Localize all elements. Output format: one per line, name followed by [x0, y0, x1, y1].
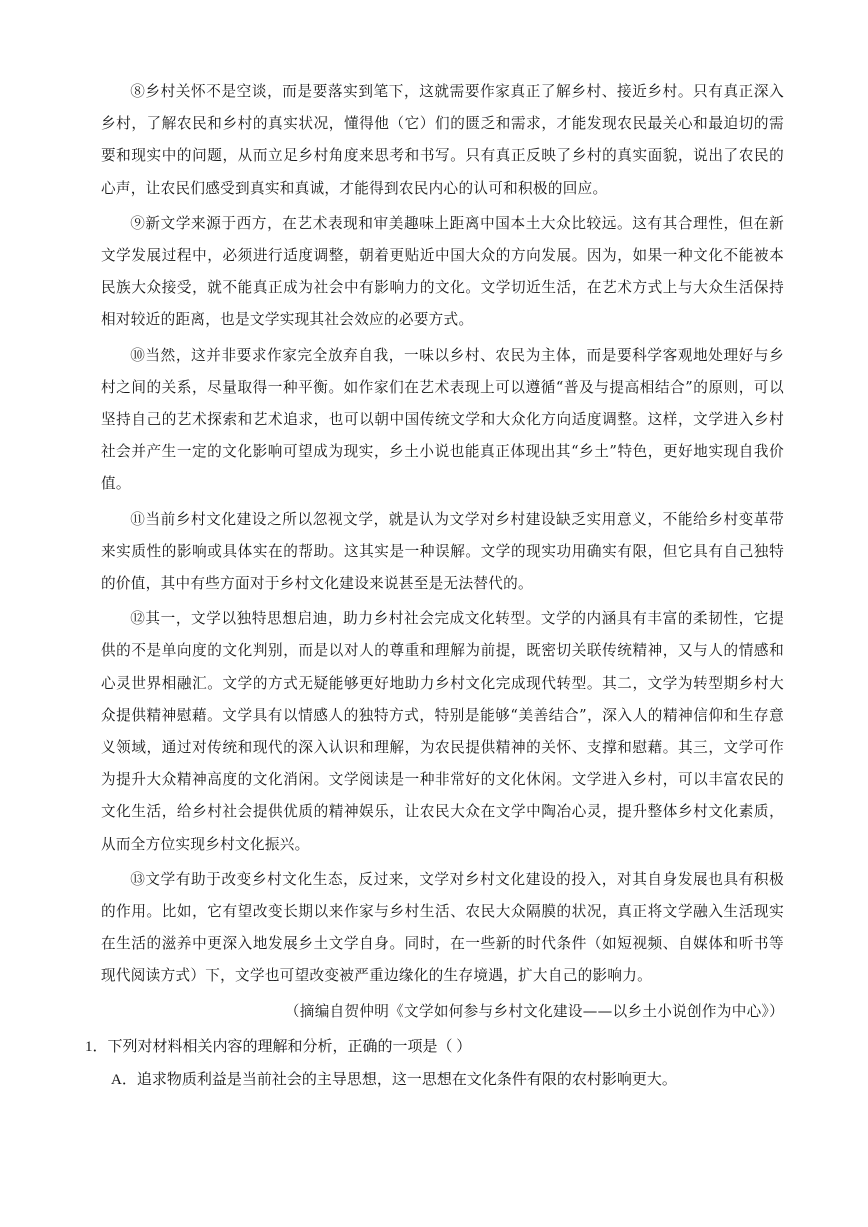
paragraph-12: ⑫其一，文学以独特思想启迪，助力乡村社会完成文化转型。文学的内涵具有丰富的柔韧性，它提供的不是单向度的文化判别，而是以对人的尊重和理解为前提，既密切关联传统精神，又与人的情感和心灵世界相融汇。文学的方式无疑能够更好地助力乡村文化完成现代转型。其二，文学为转型期乡村大众提供精神慰藉。文学具有以情感人的独特方式，特别是能够“美善结合”，深入人的精神信仰和生存意义领域，通过对传统和现代的深入认识和理解，为农民提供精神的关怀、支撑和慰藉。其三，文学可作为提升大众精神高度的文化消闲。文学阅读是一种非常好的文化休闲。文学进入乡村，可以丰富农民的文化生活，给乡村社会提供优质的精神娱乐，让农民大众在文学中陶冶心灵，提升整体乡村文化素质，从而全方位实现乡村文化振兴。 — [101, 610, 784, 853]
paragraph-11: ⑪当前乡村文化建设之所以忽视文学，就是认为文学对乡村建设缺乏实用意义，不能给乡村变革带来实质性的影响或具体实在的帮助。这其实是一种误解。文学的现实功用确实有限，但它具有自己独特的价值，其中有些方面对于乡村文化建设来说甚至是无法替代的。 — [101, 510, 784, 593]
question-stem: 1．下列对材料相关内容的理解和分析，正确的一项是（ ） — [85, 1038, 472, 1055]
paragraph-10: ⑩当然，这并非要求作家完全放弃自我，一味以乡村、农民为主体，而是要科学客观地处理好与乡村之间的关系，尽量取得一种平衡。如作家们在艺术表现上可以遵循“普及与提高相结合”的原则，可以坚持自己的艺术探索和艺术追求，也可以朝中国传统文学和大众化方向适度调整。这样，文学进入乡村社会并产生一定的文化影响可望成为现实，乡土小说也能真正体现出其“乡土”特色，更好地实现自我价值。 — [101, 346, 784, 493]
paragraph-9: ⑨新文学来源于西方，在艺术表现和审美趣味上距离中国本土大众比较远。这有其合理性，但在新文学发展过程中，必须进行适度调整，朝着更贴近中国大众的方向发展。因为，如果一种文化不能被本民族大众接受，就不能真正成为社会中有影响力的文化。文学切近生活，在艺术方式上与大众生活保持相对较近的距离，也是文学实现其社会效应的必要方式。 — [101, 214, 784, 329]
source-citation: （摘编自贺仲明《文学如何参与乡村文化建设——以乡土小说创作为中心》） — [284, 1002, 784, 1020]
option-a: A．追求物质利益是当前社会的主导思想，这一思想在文化条件有限的农村影响更大。 — [111, 1071, 677, 1088]
paragraph-8: ⑧乡村关怀不是空谈，而是要落实到笔下，这就需要作家真正了解乡村、接近乡村。只有真正深入乡村，了解农民和乡村的真实状况，懂得他（它）们的匮乏和需求，才能发现农民最关心和最迫切的需要和现实中的问题，从而立足乡村角度来思考和书写。只有真正反映了乡村的真实面貌，说出了农民的心声，让农民们感受到真实和真诚，才能得到农民内心的认可和积极的回应。 — [101, 83, 784, 197]
paragraph-13: ⑬文学有助于改变乡村文化生态，反过来，文学对乡村文化建设的投入，对其自身发展也具有积极的作用。比如，它有望改变长期以来作家与乡村生活、农民大众隔膜的状况，真正将文学融入生活现实在生活的滋养中更深入地发展乡土文学自身。同时，在一些新的时代条件（如短视频、自媒体和听书等现代阅读方式）下，文学也可望改变被严重边缘化的生存境遇，扩大自己的影响力。 — [101, 870, 784, 985]
